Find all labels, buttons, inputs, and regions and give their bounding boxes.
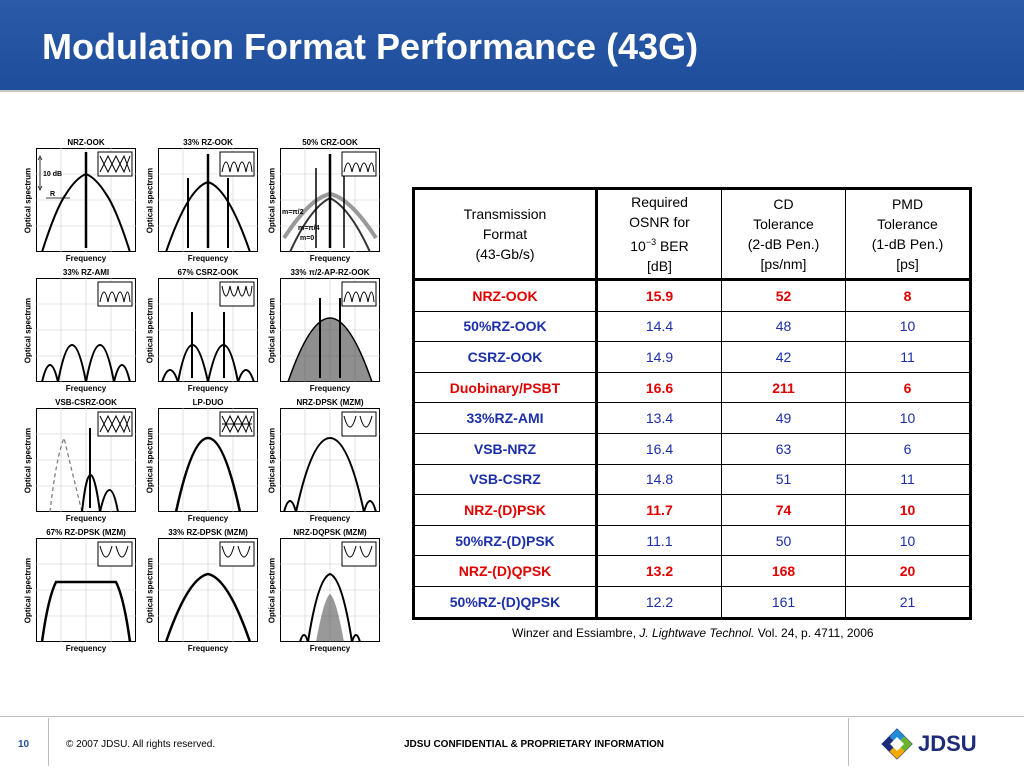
panel-title: 67% RZ-DPSK (MZM) — [46, 528, 126, 537]
cell-osnr: 14.9 — [597, 342, 722, 373]
spectrum-plot — [280, 148, 380, 252]
spectrum-panel-nrz-dqpsk — [262, 528, 384, 658]
table-row — [414, 403, 971, 434]
header-line: [ps/nm] — [760, 256, 807, 272]
cell-pmd: 11 — [846, 464, 971, 495]
spectrum-plot — [280, 278, 380, 382]
table-row — [414, 280, 971, 312]
cell-format: 50%RZ-(D)QPSK — [414, 586, 597, 618]
header-line: Tolerance — [753, 216, 814, 232]
header-line: Format — [482, 226, 528, 242]
jdsu-logo — [880, 726, 1000, 762]
title-bar — [0, 0, 1024, 90]
header-line: Transmission — [463, 206, 547, 222]
spectrum-panel-50-crz-ook — [262, 138, 384, 268]
cell-osnr: 16.4 — [597, 433, 722, 464]
panel-xlabel: Frequency — [187, 644, 229, 653]
cell-pmd: 10 — [846, 403, 971, 434]
copyright-text: © 2007 JDSU. All rights reserved. — [66, 739, 216, 750]
citation-details: Vol. 24, p. 4711, 2006 — [754, 626, 874, 640]
panel-xlabel: Frequency — [187, 254, 229, 263]
panel-title: NRZ-DPSK (MZM) — [296, 398, 364, 407]
cell-format: NRZ-OOK — [414, 280, 597, 312]
panel-title: LP-DUO — [192, 398, 224, 407]
jdsu-logo-icon — [880, 727, 914, 761]
header-transmission-format — [414, 189, 597, 280]
cell-pmd: 20 — [846, 556, 971, 587]
panel-ylabel: Optical spectrum — [267, 297, 277, 364]
spectrum-plot — [158, 148, 258, 252]
confidential-notice: JDSU CONFIDENTIAL & PROPRIETARY INFORMATION — [404, 739, 665, 750]
footer-separator — [48, 718, 49, 766]
table-row — [414, 372, 971, 403]
table-row — [414, 433, 971, 464]
cell-cd: 211 — [722, 372, 846, 403]
panel-ylabel: Optical spectrum — [145, 297, 155, 364]
cell-osnr: 11.1 — [597, 525, 722, 556]
cell-osnr: 13.4 — [597, 403, 722, 434]
spectrum-panel-nrz-ook — [18, 138, 140, 268]
cell-osnr: 16.6 — [597, 372, 722, 403]
panel-xlabel: Frequency — [65, 384, 107, 393]
panel-ylabel: Optical spectrum — [267, 557, 277, 624]
cell-pmd: 11 — [846, 342, 971, 373]
panel-title: 33% RZ-DPSK (MZM) — [168, 528, 248, 537]
spectrum-panel-lp-duo — [140, 398, 262, 528]
header-line: [ps] — [896, 256, 919, 272]
spectrum-plot — [36, 538, 136, 642]
header-required-osnr — [597, 189, 722, 280]
performance-table — [412, 187, 972, 620]
panel-xlabel: Frequency — [309, 254, 351, 263]
header-line: [dB] — [647, 258, 672, 274]
annotation-r: R — [50, 191, 56, 198]
cell-cd: 50 — [722, 525, 846, 556]
cell-format: NRZ-(D)QPSK — [414, 556, 597, 587]
table-row — [414, 342, 971, 373]
header-line: OSNR for — [629, 214, 690, 230]
panel-title: 50% CRZ-OOK — [302, 138, 358, 147]
annotation-10db: 10 dB — [43, 171, 63, 178]
spectrum-panel-33-rz-dpsk — [140, 528, 262, 658]
spectrum-plot — [36, 148, 136, 252]
panel-title: NRZ-DQPSK (MZM) — [293, 528, 367, 537]
cell-format: NRZ-(D)PSK — [414, 495, 597, 526]
panel-xlabel: Frequency — [65, 254, 107, 263]
cell-cd: 168 — [722, 556, 846, 587]
cell-osnr: 13.2 — [597, 556, 722, 587]
panel-xlabel: Frequency — [65, 644, 107, 653]
cell-format: 50%RZ-OOK — [414, 311, 597, 342]
table-row — [414, 311, 971, 342]
spectrum-panel-33-rz-ami — [18, 268, 140, 398]
header-line: Required — [631, 194, 688, 210]
spectrum-panel-vsb-csrz-ook — [18, 398, 140, 528]
header-pmd-tolerance — [846, 189, 971, 280]
panel-ylabel: Optical spectrum — [23, 427, 33, 494]
cell-osnr: 15.9 — [597, 280, 722, 312]
header-line: BER — [656, 238, 689, 254]
panel-title: NRZ-OOK — [67, 138, 105, 147]
page-number: 10 — [18, 739, 30, 750]
cell-osnr: 12.2 — [597, 586, 722, 618]
cell-cd: 51 — [722, 464, 846, 495]
panel-title: 33% RZ-AMI — [62, 268, 110, 277]
header-line: (43-Gb/s) — [475, 246, 535, 262]
spectrum-panel-67-rz-dpsk — [18, 528, 140, 658]
table-row — [414, 556, 971, 587]
table-row — [414, 525, 971, 556]
cell-pmd: 21 — [846, 586, 971, 618]
panel-ylabel: Optical spectrum — [23, 297, 33, 364]
cell-osnr: 14.4 — [597, 311, 722, 342]
spectrum-plot — [36, 408, 136, 512]
panel-xlabel: Frequency — [187, 514, 229, 523]
panel-ylabel: Optical spectrum — [267, 427, 277, 494]
spectrum-panel-ap-rz-ook — [262, 268, 384, 398]
header-line: CD — [773, 196, 794, 212]
panel-ylabel: Optical spectrum — [23, 557, 33, 624]
table-row — [414, 586, 971, 618]
cell-format: VSB-CSRZ — [414, 464, 597, 495]
header-line: Tolerance — [877, 216, 938, 232]
spectrum-plot — [158, 538, 258, 642]
panel-title: 67% CSRZ-OOK — [177, 268, 239, 277]
spectrum-panel-33-rz-ook — [140, 138, 262, 268]
cell-format: Duobinary/PSBT — [414, 372, 597, 403]
panel-ylabel: Optical spectrum — [145, 557, 155, 624]
panel-xlabel: Frequency — [309, 384, 351, 393]
panel-ylabel: Optical spectrum — [145, 167, 155, 234]
cell-pmd: 10 — [846, 311, 971, 342]
header-line: (1-dB Pen.) — [871, 236, 944, 252]
panel-ylabel: Optical spectrum — [267, 167, 277, 234]
cell-cd: 74 — [722, 495, 846, 526]
footer-separator — [848, 718, 849, 766]
spectrum-plot — [280, 538, 380, 642]
cell-pmd: 6 — [846, 372, 971, 403]
performance-table-wrap — [412, 187, 972, 620]
cell-pmd: 10 — [846, 495, 971, 526]
cell-cd: 49 — [722, 403, 846, 434]
citation-journal: J. Lightwave Technol. — [639, 626, 755, 640]
citation — [512, 626, 874, 640]
cell-format: 33%RZ-AMI — [414, 403, 597, 434]
spectrum-panel-67-csrz-ook — [140, 268, 262, 398]
panel-xlabel: Frequency — [309, 644, 351, 653]
annotation-m-0: m=0 — [300, 235, 315, 242]
panel-xlabel: Frequency — [65, 514, 107, 523]
cell-cd: 48 — [722, 311, 846, 342]
cell-pmd: 8 — [846, 280, 971, 312]
panel-ylabel: Optical spectrum — [23, 167, 33, 234]
cell-format: 50%RZ-(D)PSK — [414, 525, 597, 556]
panel-xlabel: Frequency — [309, 514, 351, 523]
panel-title: 33% RZ-OOK — [183, 138, 233, 147]
panel-ylabel: Optical spectrum — [145, 427, 155, 494]
cell-cd: 52 — [722, 280, 846, 312]
footer-divider — [0, 716, 1024, 717]
header-line: PMD — [891, 196, 924, 212]
spectrum-plot — [280, 408, 380, 512]
panel-title: 33% π/2-AP-RZ-OOK — [290, 268, 370, 277]
header-line: 10 — [630, 238, 646, 254]
page-title: Modulation Format Performance (43G) — [42, 26, 699, 67]
table-header-row — [414, 189, 971, 280]
title-divider — [0, 90, 1024, 92]
header-exponent: −3 — [645, 237, 657, 247]
spectra-figure — [18, 138, 382, 658]
header-cd-tolerance — [722, 189, 846, 280]
cell-format: CSRZ-OOK — [414, 342, 597, 373]
spectrum-plot — [158, 408, 258, 512]
cell-osnr: 14.8 — [597, 464, 722, 495]
spectrum-plot — [36, 278, 136, 382]
annotation-m-pi-4: m=π/4 — [298, 225, 320, 232]
cell-cd: 161 — [722, 586, 846, 618]
cell-osnr: 11.7 — [597, 495, 722, 526]
citation-authors: Winzer and Essiambre, — [512, 626, 640, 640]
header-line: (2-dB Pen.) — [747, 236, 820, 252]
cell-pmd: 10 — [846, 525, 971, 556]
cell-pmd: 6 — [846, 433, 971, 464]
annotation-m-pi-2: m=π/2 — [282, 209, 304, 216]
cell-cd: 63 — [722, 433, 846, 464]
panel-title: VSB-CSRZ-OOK — [55, 398, 117, 407]
cell-cd: 42 — [722, 342, 846, 373]
jdsu-logo-text: JDSU — [918, 731, 977, 756]
cell-format: VSB-NRZ — [414, 433, 597, 464]
spectrum-panel-nrz-dpsk — [262, 398, 384, 528]
spectrum-plot — [158, 278, 258, 382]
panel-xlabel: Frequency — [187, 384, 229, 393]
table-row — [414, 495, 971, 526]
table-row — [414, 464, 971, 495]
